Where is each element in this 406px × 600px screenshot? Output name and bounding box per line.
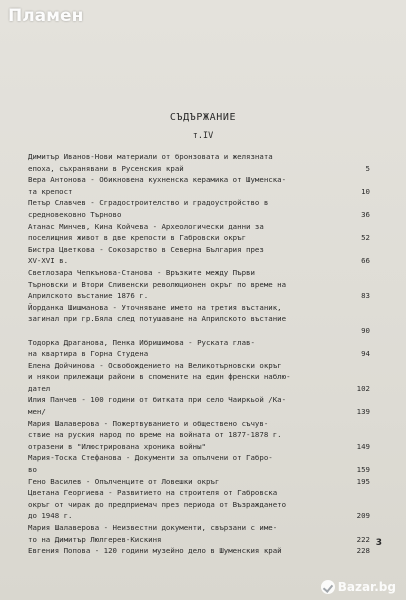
toc-entry-text: Мария Шалаверова - Пожертвуванието и обществено съчув- — [28, 418, 269, 428]
toc-entry-text: Евгения Попова - 120 години музейно дело в Шуменския край — [28, 546, 282, 556]
toc-entry-text: поселищния живот в две крепости в Габровски окръг — [28, 233, 247, 243]
toc-entry-text: и някои прилежащи райони в спомените на един френски наблю- — [28, 372, 291, 382]
toc-page-number: 66 — [361, 256, 370, 266]
toc-entry-text: Йорданка Шишманова - Уточняване името на третия въстаник, — [28, 302, 282, 312]
toc-page-number: 36 — [361, 209, 370, 219]
check-icon — [321, 580, 335, 594]
toc-page-number: 149 — [356, 441, 370, 451]
toc-line — [28, 232, 370, 244]
toc-line — [28, 510, 370, 522]
toc-page-number: 52 — [361, 233, 370, 243]
toc-entry-text: та крепост — [28, 186, 73, 196]
toc-entry-text: Елена Дойчинова - Освобождението на Великотърновски окръг — [28, 360, 282, 370]
toc-line — [28, 221, 370, 233]
toc-entry-text: Тодорка Драганова, Пенка Ибришимова - Руската глав- — [28, 337, 255, 347]
toc-line — [28, 383, 370, 395]
toc-entry-text: Търновски и Втори Сливенски революционен окръг по време на — [28, 279, 287, 289]
toc-line — [28, 290, 370, 302]
toc-entry-text: Илия Панчев - 100 години от битката при село Чаиркьой /Ка- — [28, 395, 287, 405]
toc-line — [28, 279, 370, 291]
toc-entry-text: Мария Шалаверова - Неизвестни документи, свързани с име- — [28, 523, 278, 532]
toc-page-number: 90 — [361, 325, 370, 335]
watermark: Пламен — [8, 6, 84, 26]
toc-entry-text: мен/ — [28, 407, 46, 417]
toc-entry-text: окръг от чирак до предприемач през периода от Възраждането — [28, 499, 287, 509]
toc-page-number: 10 — [361, 186, 370, 196]
logo-text: Bazar.bg — [337, 580, 396, 594]
toc-line — [28, 209, 370, 221]
toc-entry-text: XV-XVI в. — [28, 256, 69, 266]
toc-page-number: 5 — [365, 163, 370, 173]
toc-entry-text: Атанас Минчев, Кина Койчева - Археологически данни за — [28, 221, 264, 231]
toc-line — [28, 534, 370, 546]
toc-line — [28, 371, 370, 383]
toc-page-number: 209 — [356, 511, 370, 521]
toc-entry-text: ствие на руския народ по време на войната от 1877-1878 г. — [28, 430, 282, 440]
toc-line — [28, 406, 370, 418]
toc-page-number: 159 — [356, 465, 370, 475]
page-number: 3 — [375, 538, 382, 548]
toc-entry-text: во — [28, 465, 37, 475]
toc-entry-text: Мария-Тоска Стефанова - Документи за опълчени от Габро- — [28, 453, 273, 463]
toc-line — [28, 163, 370, 175]
toc-line — [28, 313, 370, 325]
toc-line — [28, 337, 370, 349]
toc-line — [28, 441, 370, 453]
toc-line — [28, 499, 370, 511]
toc-line — [28, 325, 370, 337]
toc-entry-text: Димитър Иванов-Нови материали от бронзовата и желязната — [28, 152, 273, 161]
toc-line — [28, 522, 370, 534]
table-of-contents — [28, 151, 370, 557]
toc-line — [28, 174, 370, 186]
toc-line — [28, 487, 370, 499]
toc-line — [28, 394, 370, 406]
toc-line — [28, 360, 370, 372]
toc-entry-text: средновековно Търново — [28, 209, 122, 219]
toc-entry-text: епоха, съхранявани в Русенския край — [28, 163, 184, 173]
toc-line — [28, 197, 370, 209]
toc-line — [28, 186, 370, 198]
toc-entry-text: Априлското въстание 1876 г. — [28, 291, 149, 301]
toc-entry-text: Гено Василев - Опълченците от Ловешки окръг — [28, 476, 220, 486]
toc-line — [28, 464, 370, 476]
toc-line — [28, 267, 370, 279]
toc-entry-text: то на Димитър Люлгерев-Кискиня — [28, 534, 162, 544]
toc-line — [28, 545, 370, 557]
toc-entry-text: загинал при гр.Бяла след потушаване на Априлското въстание — [28, 314, 287, 324]
toc-entry-text: до 1948 г. — [28, 511, 73, 521]
bazar-logo — [321, 580, 396, 594]
toc-page-number: 139 — [356, 407, 370, 417]
toc-entry-text: Петър Славчев - Сградостроителство и градоустройство в — [28, 198, 269, 208]
toc-entry-text: дател — [28, 383, 51, 393]
toc-page-number: 228 — [356, 546, 370, 556]
toc-line — [28, 418, 370, 430]
toc-entry-text: Светлозара Чепкънова-Станова - Връзките между Първи — [28, 267, 255, 277]
page-title: СЪДЪРЖАНИЕ — [169, 112, 237, 123]
volume-label: т.IV — [192, 131, 214, 141]
toc-line — [28, 302, 370, 314]
toc-line — [28, 476, 370, 488]
toc-entry-text: Вера Антонова - Обикновена кухненска керамика от Шуменска- — [28, 175, 287, 185]
toc-page-number: 102 — [356, 383, 370, 393]
toc-line — [28, 244, 370, 256]
toc-line — [28, 452, 370, 464]
toc-page-number: 94 — [361, 349, 370, 359]
toc-entry-text: Бистра Цветкова - Сокозарство в Северна България през — [28, 244, 264, 254]
toc-page-number: 195 — [356, 476, 370, 486]
toc-entry-text: на квартира в Горна Студена — [28, 349, 149, 359]
toc-line — [28, 255, 370, 267]
toc-entry-text: Цветана Георгиева - Развитието на строителя от Габровска — [28, 488, 278, 498]
toc-page-number: 83 — [361, 291, 370, 301]
toc-entry-text: отразени в "Илюстрирована хроника войны" — [28, 441, 206, 451]
toc-line — [28, 348, 370, 360]
toc-page-number: 222 — [356, 534, 370, 544]
toc-line — [28, 151, 370, 163]
toc-line — [28, 429, 370, 441]
